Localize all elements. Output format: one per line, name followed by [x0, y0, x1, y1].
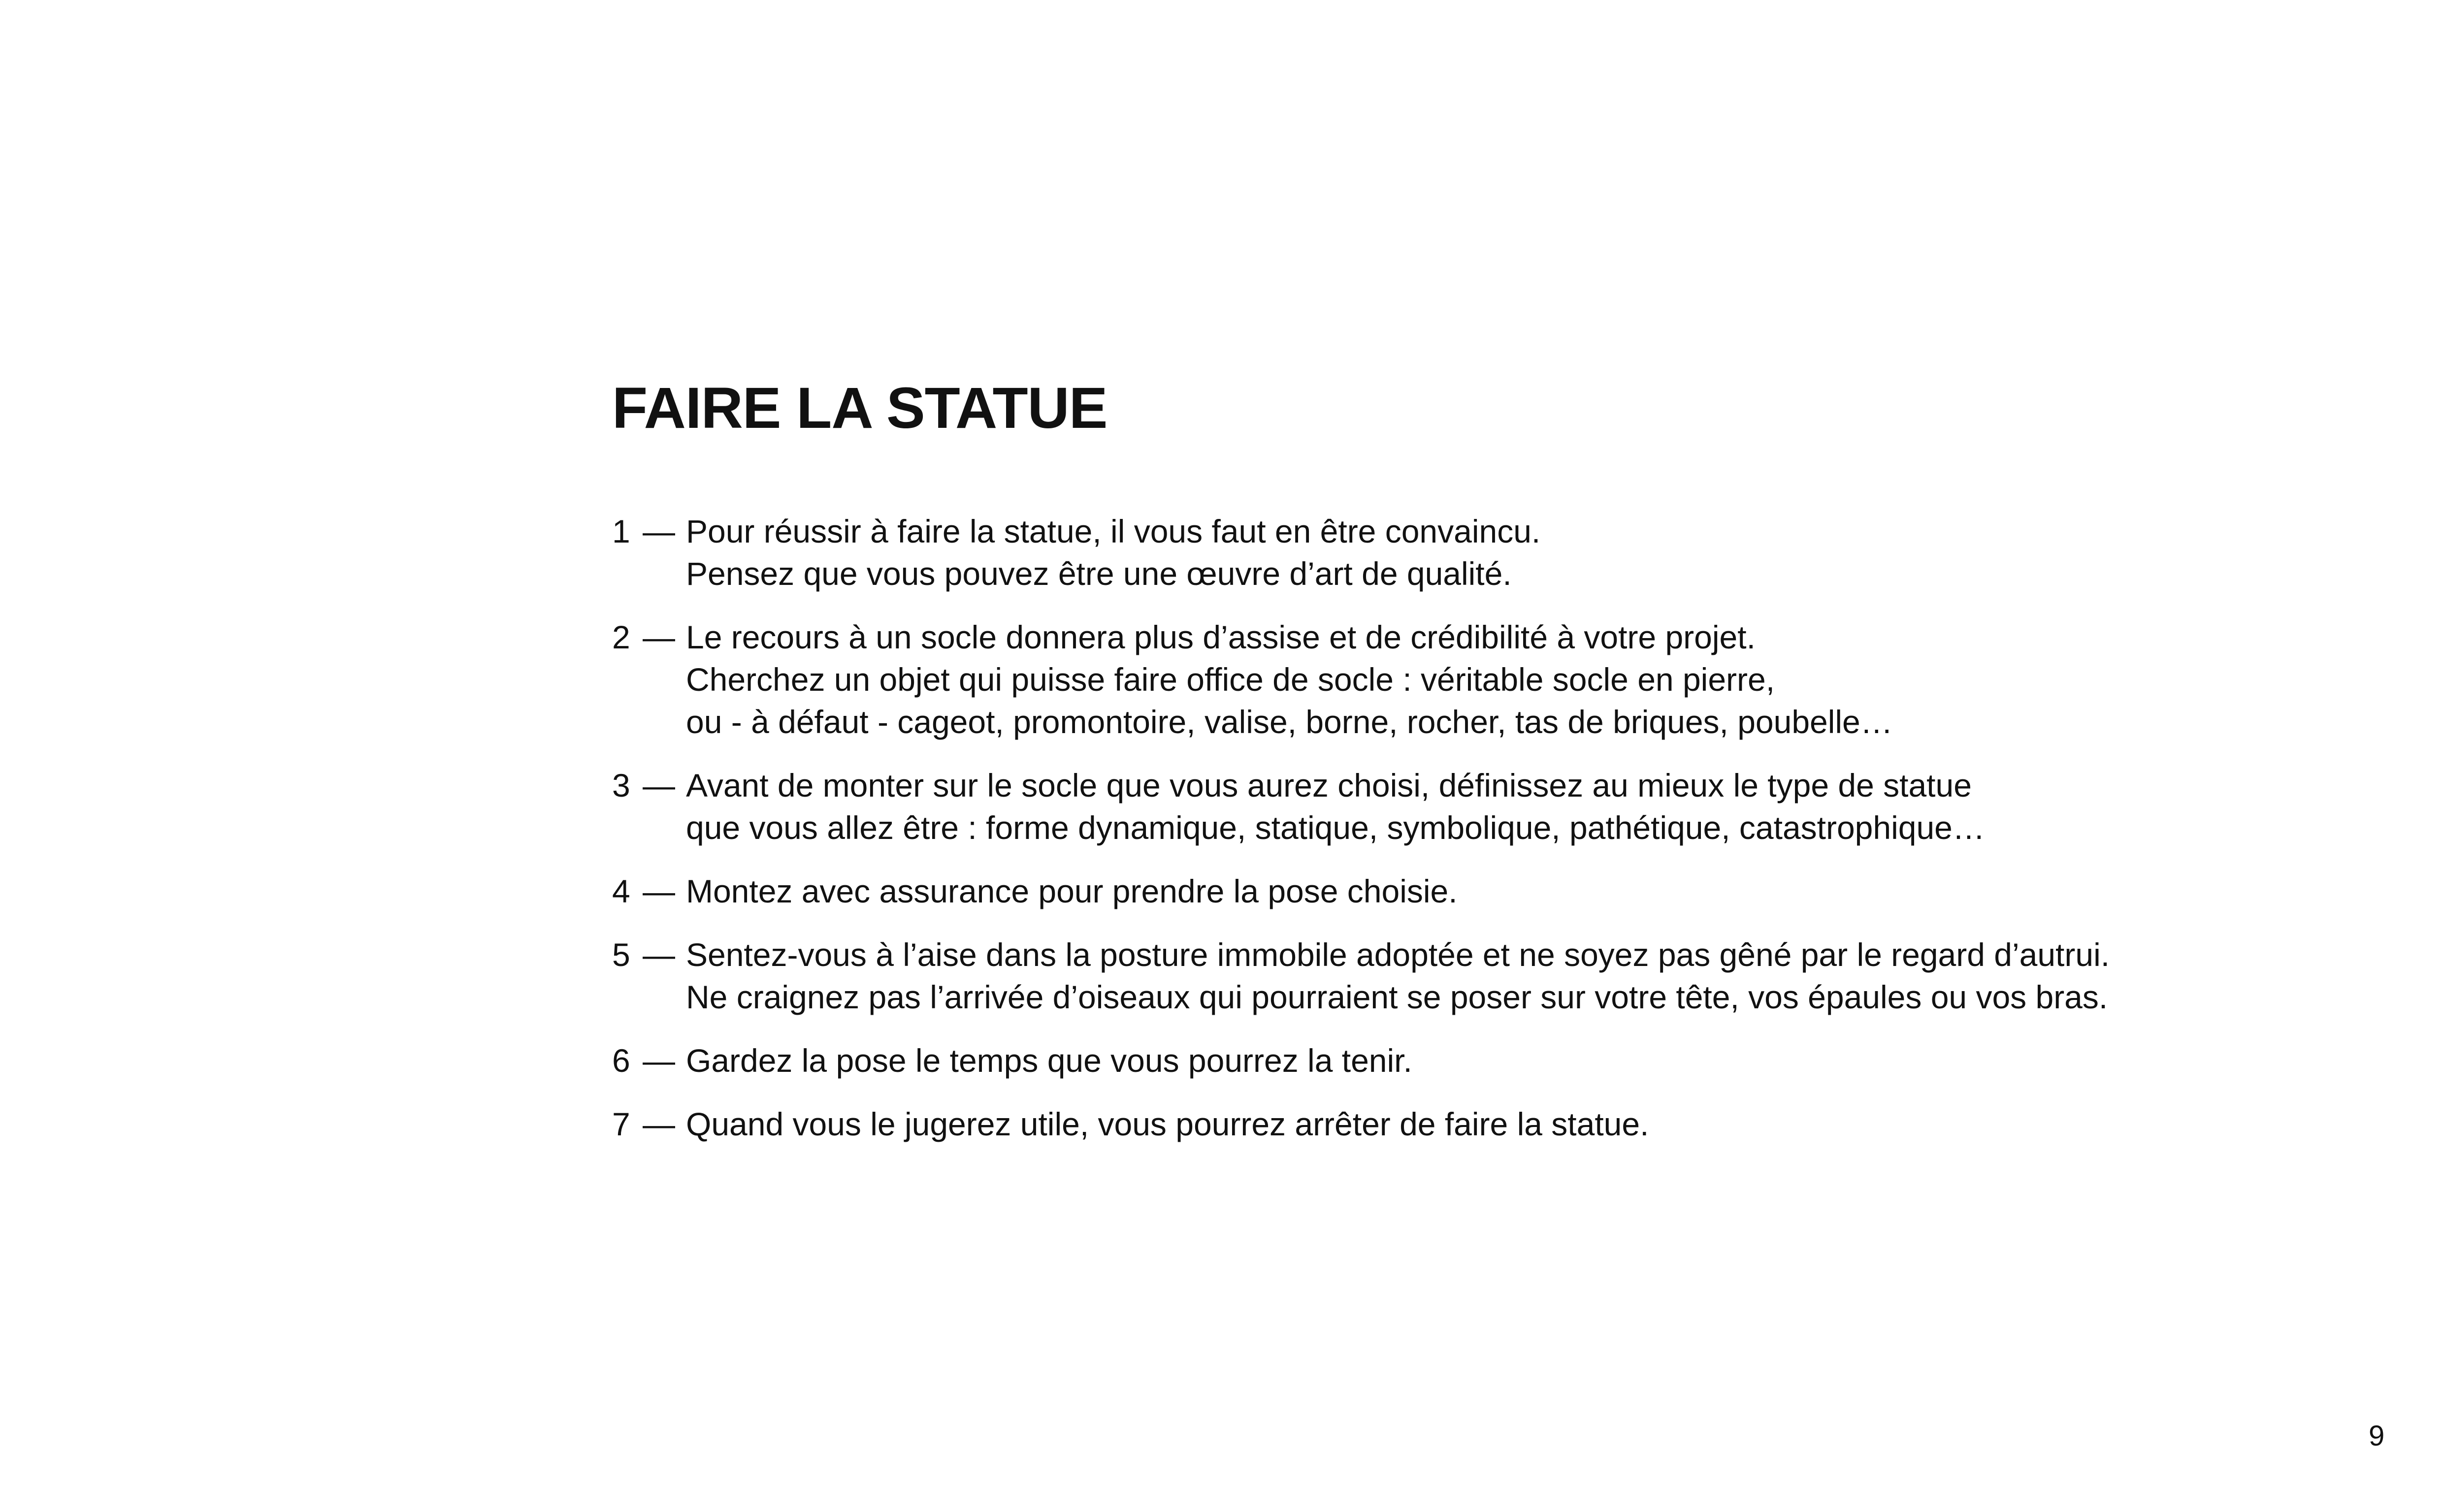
step-number-label	[612, 1039, 686, 1082]
step-dash: —	[643, 513, 675, 549]
step-7	[612, 1103, 2424, 1145]
step-text	[686, 764, 1985, 849]
step-number: 2	[612, 619, 630, 655]
step-dash: —	[643, 873, 675, 909]
step-number-label	[612, 933, 686, 976]
step-line: Sentez-vous à l’aise dans la posture immobile adoptée et ne soyez pas gêné par le regard d’autrui.	[686, 936, 2110, 973]
step-dash: —	[643, 1042, 675, 1079]
step-number: 3	[612, 767, 630, 804]
step-number: 1	[612, 513, 630, 549]
step-number: 7	[612, 1106, 630, 1142]
step-line: Ne craignez pas l’arrivée d’oiseaux qui pourraient se poser sur votre tête, vos épaules ou vos bras.	[686, 979, 2108, 1015]
step-5	[612, 933, 2424, 1018]
step-line: Pensez que vous pouvez être une œuvre d’art de qualité.	[686, 555, 1512, 592]
step-3	[612, 764, 2424, 849]
step-number: 5	[612, 936, 630, 973]
step-line: Le recours à un socle donnera plus d’assise et de crédibilité à votre projet.	[686, 619, 1756, 655]
step-number-label	[612, 870, 686, 912]
step-line: Avant de monter sur le socle que vous aurez choisi, définissez au mieux le type de statue	[686, 767, 1972, 804]
step-2	[612, 616, 2424, 743]
step-text	[686, 870, 1458, 912]
step-dash: —	[643, 767, 675, 804]
step-text	[686, 1103, 1649, 1145]
step-text	[686, 1039, 1412, 1082]
step-number-label	[612, 510, 686, 552]
step-number: 4	[612, 873, 630, 909]
step-line: que vous allez être : forme dynamique, statique, symbolique, pathétique, catastrophique…	[686, 809, 1985, 846]
step-number-label	[612, 616, 686, 658]
step-1	[612, 510, 2424, 595]
step-line: Pour réussir à faire la statue, il vous faut en être convaincu.	[686, 513, 1541, 549]
step-number-label	[612, 764, 686, 806]
step-dash: —	[643, 936, 675, 973]
step-dash: —	[643, 619, 675, 655]
step-line: Cherchez un objet qui puisse faire office de socle : véritable socle en pierre,	[686, 661, 1775, 698]
step-dash: —	[643, 1106, 675, 1142]
step-number-label	[612, 1103, 686, 1145]
step-number: 6	[612, 1042, 630, 1079]
step-line: Gardez la pose le temps que vous pourrez la tenir.	[686, 1042, 1412, 1079]
page-number: 9	[2369, 1420, 2385, 1452]
step-6	[612, 1039, 2424, 1082]
page-title: FAIRE LA STATUE	[612, 376, 1107, 441]
step-text	[686, 510, 1540, 595]
step-line: Quand vous le jugerez utile, vous pourrez arrêter de faire la statue.	[686, 1106, 1649, 1142]
step-line: Montez avec assurance pour prendre la pose choisie.	[686, 873, 1458, 909]
steps-list	[612, 510, 2424, 1166]
step-4	[612, 870, 2424, 912]
step-text	[686, 616, 1893, 743]
step-line: ou - à défaut - cageot, promontoire, valise, borne, rocher, tas de briques, poubelle…	[686, 704, 1893, 740]
step-text	[686, 933, 2110, 1018]
